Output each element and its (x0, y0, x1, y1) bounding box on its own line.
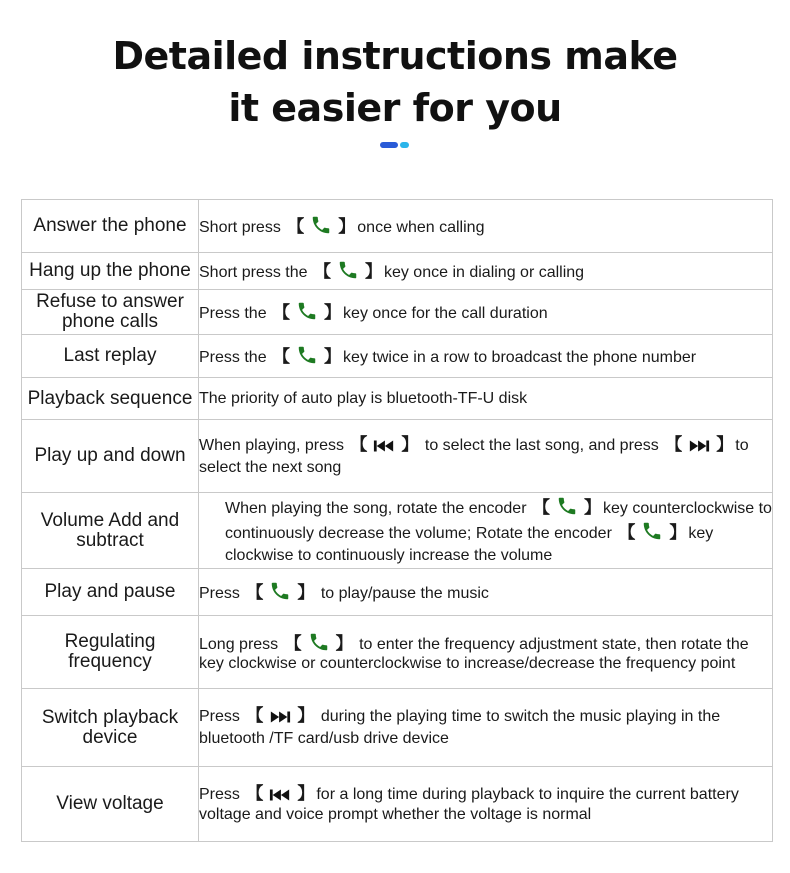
page-title (0, 30, 790, 134)
instructions-table (21, 199, 773, 842)
row-label: Refuse to answer phone calls (22, 290, 199, 335)
row-description: The priority of auto play is bluetooth-TF-U disk (199, 378, 773, 420)
table-row (22, 767, 773, 842)
row-label: Switch playback device (22, 689, 199, 767)
row-label: Play up and down (22, 420, 199, 493)
underline-bar-cyan (400, 142, 409, 148)
previous-track-icon (373, 438, 395, 454)
table-row (22, 616, 773, 689)
row-description: Short press 【 】 once when calling (199, 200, 773, 253)
row-label: Answer the phone (22, 200, 199, 253)
table-row (22, 200, 773, 253)
row-label: Hang up the phone (22, 253, 199, 290)
row-label: Volume Add and subtract (22, 493, 199, 569)
table-row (22, 689, 773, 767)
table-row (22, 420, 773, 493)
next-track-icon (688, 438, 710, 454)
row-description: Press the 【 】 key once for the call duration (199, 290, 773, 335)
phone-icon (296, 300, 318, 322)
row-description: When playing the song, rotate the encoder 【 】 key counterclockwise to continuously decrease the volume; Rotate the encoder 【 】 key clockwise to continuously increase the volume (199, 493, 773, 569)
phone-icon (308, 631, 330, 653)
phone-icon (641, 520, 663, 542)
table-row (22, 569, 773, 616)
previous-track-icon (269, 787, 291, 803)
row-label: Playback sequence (22, 378, 199, 420)
phone-icon (337, 259, 359, 281)
row-description: Press 【 】 to play/pause the music (199, 569, 773, 616)
phone-icon (269, 580, 291, 602)
row-description: When playing, press 【 】 to select the last song, and press 【 】 to select the next song (199, 420, 773, 493)
row-label: Play and pause (22, 569, 199, 616)
row-description: Short press the 【 】 key once in dialing or calling (199, 253, 773, 290)
phone-icon (556, 495, 578, 517)
table-row (22, 493, 773, 569)
table-row (22, 335, 773, 378)
table-row (22, 378, 773, 420)
row-label: Last replay (22, 335, 199, 378)
row-description: Press 【 】 for a long time during playback to inquire the current battery voltage and voice prompt whether the voltage is normal (199, 767, 773, 842)
underline-bar-blue (380, 142, 398, 148)
next-track-icon (269, 709, 291, 725)
phone-icon (296, 344, 318, 366)
row-description: Press 【 】 during the playing time to switch the music playing in the bluetooth /TF card/usb drive device (199, 689, 773, 767)
row-label: Regulating frequency (22, 616, 199, 689)
title-line-2: it easier for you (228, 86, 562, 130)
table-row (22, 253, 773, 290)
table-row (22, 290, 773, 335)
row-description: Press the 【 】 key twice in a row to broadcast the phone number (199, 335, 773, 378)
phone-icon (310, 214, 332, 236)
row-label: View voltage (22, 767, 199, 842)
row-description: Long press 【 】 to enter the frequency adjustment state, then rotate the key clockwise or counterclockwise to increase/decrease the frequency point (199, 616, 773, 689)
title-line-1: Detailed instructions make (112, 34, 678, 78)
